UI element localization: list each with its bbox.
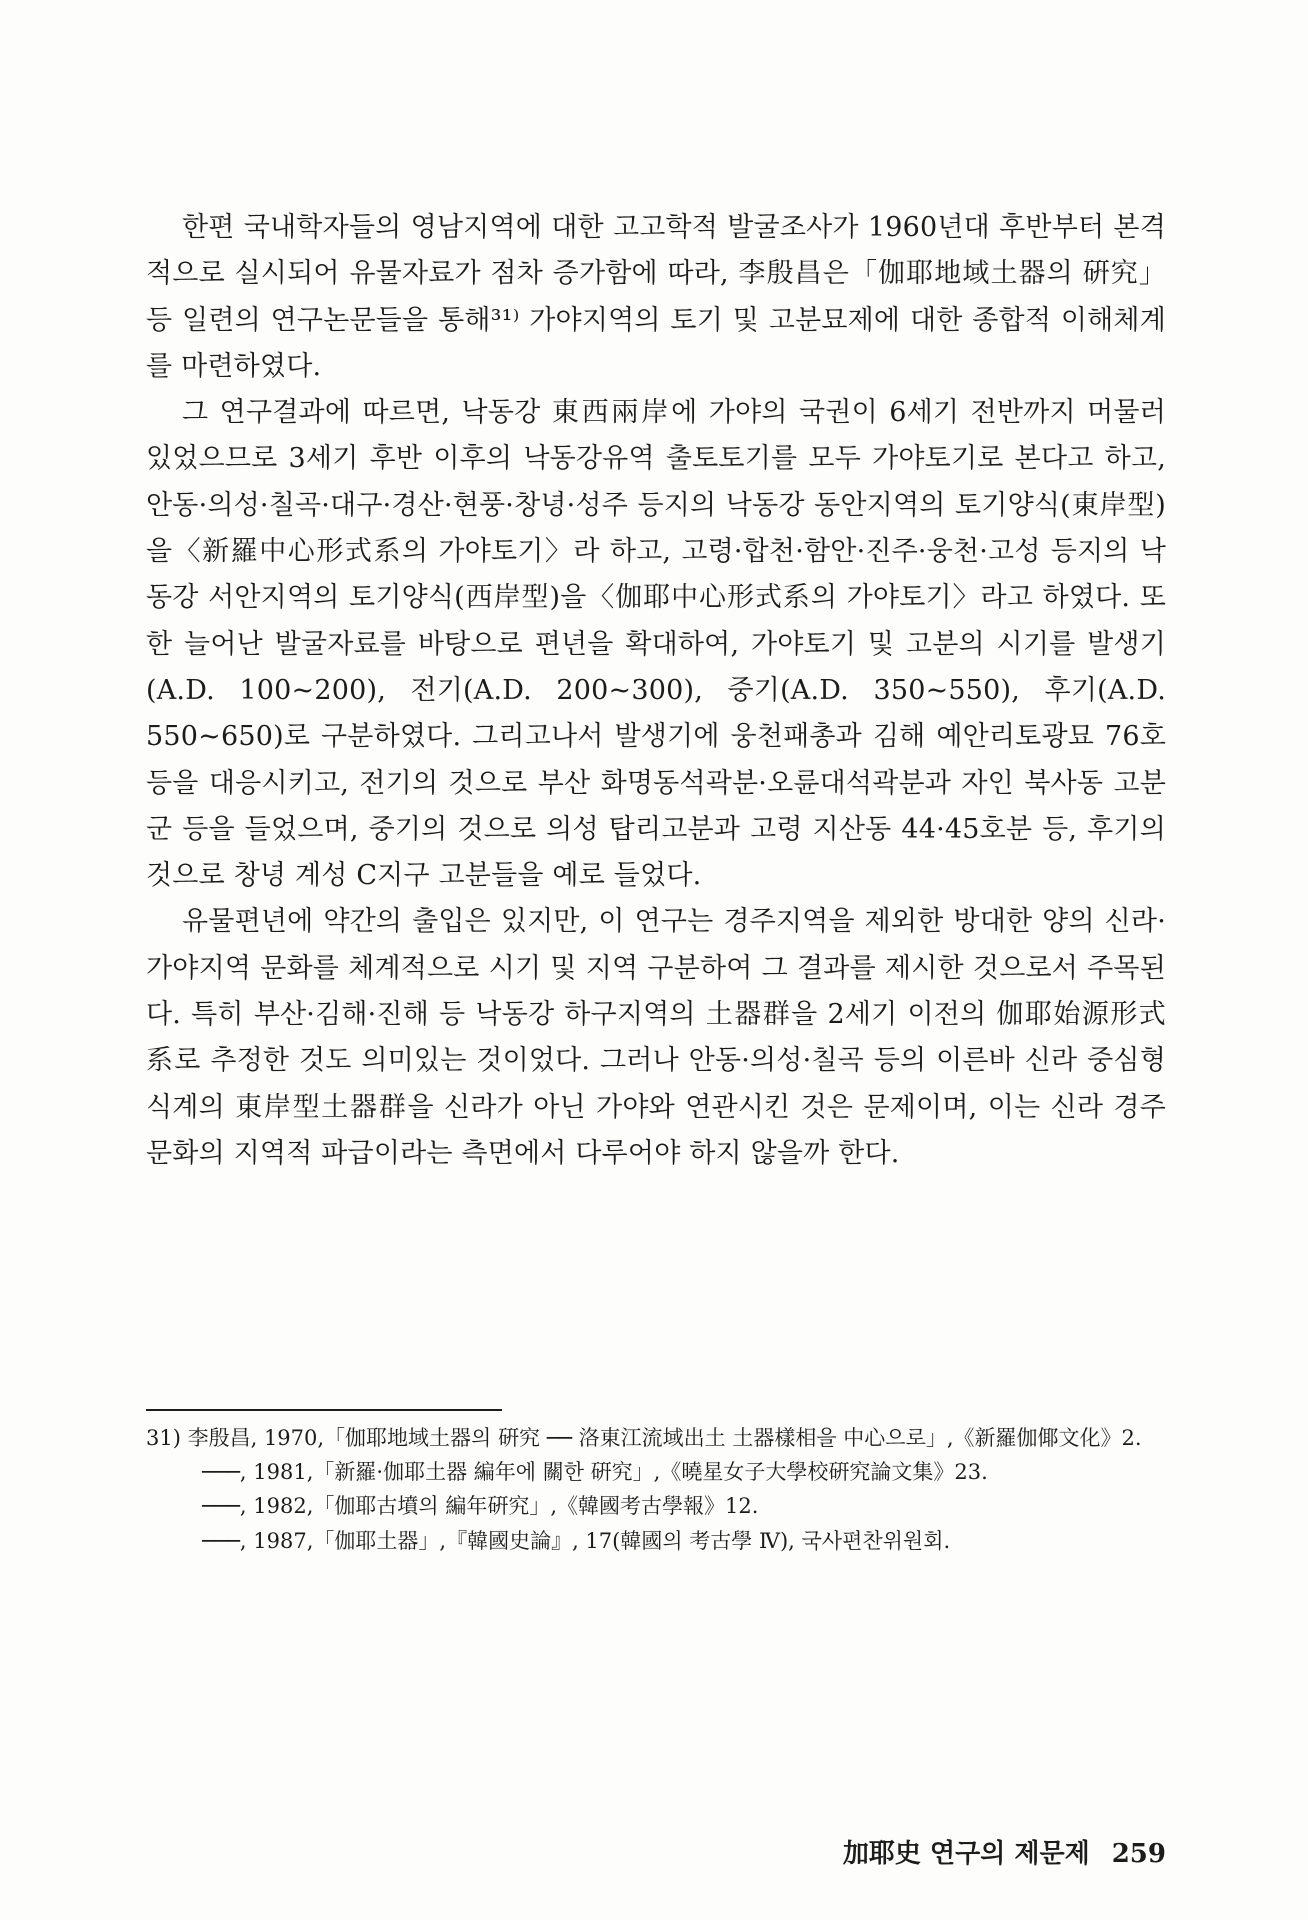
footnote-31-ref-3: ───, 1982,「伽耶古墳의 編年硏究」,《韓國考古學報》12. bbox=[202, 1494, 759, 1519]
footnote-divider bbox=[146, 1409, 502, 1411]
paragraph-2: 그 연구결과에 따르면, 낙동강 東西兩岸에 가야의 국권이 6세기 전반까지 머물러 있었으므로 3세기 후반 이후의 낙동강유역 출토토기를 모두 가야토기로 본다고 하고, 안동·의성·칠곡·대구·경산·현풍·창녕·성주 등지의 낙동강 동안지역의 토기양식(東岸型)을〈新羅中心形式系의 가야토기〉라 하고, 고령·합천·함안·진주·웅천·고성 등지의 낙동강 서안지역의 토기양식(西岸型)을〈伽耶中心形式系의 가야토기〉라고 하였다. 또한 늘어난 발굴자료를 바탕으로 편년을 확대하여, 가야토기 및 고분의 시기를 발생기(A.D. 100~200), 전기(A.D. 200~300), 중기(A.D. 350~550), 후기(A.D. 550~650)로 구분하였다. 그리고나서 발생기에 웅천패총과 김해 예안리토광묘 76호 등을 대응시키고, 전기의 것으로 부산 화명동석곽분·오륜대석곽분과 자인 북사동 고분군 등을 들었으며, 중기의 것으로 의성 탑리고분과 고령 지산동 44·45호분 등, 후기의 것으로 창녕 계성 C지구 고분들을 예로 들었다. bbox=[146, 397, 1166, 892]
page-number: 259 bbox=[1111, 1839, 1166, 1869]
running-title: 加耶史 연구의 제문제 bbox=[842, 1839, 1090, 1869]
body-text bbox=[146, 205, 1166, 1177]
footnote-31: 31) 李殷昌, 1970,「伽耶地域土器의 硏究 ── 洛東江流域出土 土器樣相을 中心으로」,《新羅伽倻文化》2. bbox=[146, 1426, 1142, 1450]
footnotes bbox=[146, 1421, 1166, 1558]
page-footer bbox=[746, 1834, 1166, 1874]
paragraph-1: 한편 국내학자들의 영남지역에 대한 고고학적 발굴조사가 1960년대 후반부터 본격적으로 실시되어 유물자료가 점차 증가함에 따라, 李殷昌은「伽耶地域土器의 硏究」등 일련의 연구논문들을 통해³¹⁾ 가야지역의 토기 및 고분묘제에 대한 종합적 이해체계를 마련하였다. bbox=[146, 212, 1166, 382]
footnote-31-ref-4: ───, 1987,「伽耶土器」,『韓國史論』, 17(韓國의 考古學 Ⅳ), 국사편찬위원회. bbox=[202, 1528, 951, 1553]
footnote-31-ref-2: ───, 1981,「新羅·伽耶土器 編年에 關한 硏究」,《曉星女子大學校硏究論文集》23. bbox=[202, 1460, 988, 1485]
paragraph-3: 유물편년에 약간의 출입은 있지만, 이 연구는 경주지역을 제외한 방대한 양의 신라·가야지역 문화를 체계적으로 시기 및 지역 구분하여 그 결과를 제시한 것으로서 주목된다. 특히 부산·김해·진해 등 낙동강 하구지역의 土器群을 2세기 이전의 伽耶始源形式系로 추정한 것도 의미있는 것이었다. 그러나 안동·의성·칠곡 등의 이른바 신라 중심형식계의 東岸型土器群을 신라가 아닌 가야와 연관시킨 것은 문제이며, 이는 신라 경주문화의 지역적 파급이라는 측면에서 다루어야 하지 않을까 한다. bbox=[146, 906, 1166, 1169]
